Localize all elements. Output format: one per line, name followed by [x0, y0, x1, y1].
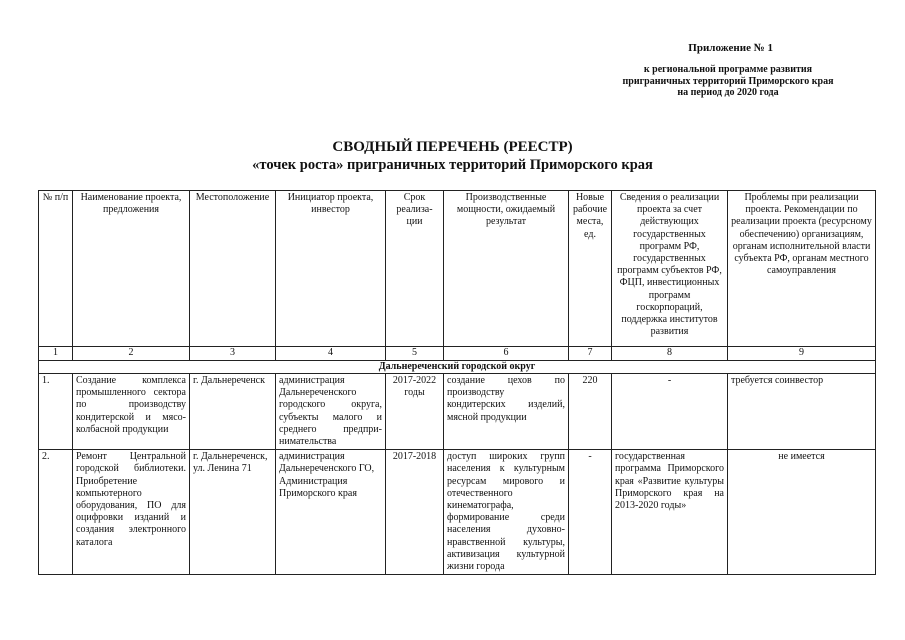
- project-term: 2017-2018: [386, 450, 444, 575]
- column-number: 2: [73, 347, 190, 361]
- column-number: 8: [612, 347, 728, 361]
- document-title: СВОДНЫЙ ПЕРЕЧЕНЬ (РЕЕСТР): [332, 139, 573, 155]
- project-term: 2017-2022 годы: [386, 374, 444, 450]
- project-jobs: -: [569, 450, 612, 575]
- section-row: [39, 361, 876, 374]
- header-cell: Инициатор проекта, инвестор: [276, 191, 386, 347]
- project-name: Ремонт Центральной городской библиотеки. Приобретение компьютерного оборудования, ПО для оцифровки изданий и создания электронного каталога: [73, 450, 190, 575]
- appendix-label: Приложение № 1: [688, 42, 773, 54]
- column-number: 7: [569, 347, 612, 361]
- header-cell: Новые рабочие места, ед.: [569, 191, 612, 347]
- column-number: 4: [276, 347, 386, 361]
- project-location: г. Дальнереченск: [190, 374, 276, 450]
- column-number: 1: [39, 347, 73, 361]
- project-capacity: создание цехов по производству кондитерских изделий, мясной продукции: [444, 374, 569, 450]
- project-problems: не имеется: [728, 450, 876, 575]
- header-cell: № п/п: [39, 191, 73, 347]
- header-cell: Производственные мощности, ожидаемый результат: [444, 191, 569, 347]
- appendix-line: на период до 2020 года: [677, 87, 779, 98]
- project-name: Создание комплекса промышленного сектора по производству кондитерской и мясо-колбасной продукции: [73, 374, 190, 450]
- table-row: [39, 374, 876, 450]
- project-capacity: доступ широких групп населения к культурным ресурсам мирового и отечественного кинематографа, формирование среди населения духовно-нравственной культуры, активизация культурной жизни города: [444, 450, 569, 575]
- section-heading: Дальнереченский городской округ: [39, 361, 876, 374]
- header-cell: Проблемы при реализации проекта. Рекомендации по реализации проекта (ресурсному обеспечению) организациям, органам исполнительной власти субъекта РФ, органам местного самоуправления: [728, 191, 876, 347]
- column-number: 3: [190, 347, 276, 361]
- header-cell: Местоположение: [190, 191, 276, 347]
- header-cell: Срок реализа-ции: [386, 191, 444, 347]
- column-number: 5: [386, 347, 444, 361]
- column-number: 9: [728, 347, 876, 361]
- header-cell: Сведения о реализации проекта за счет действующих государственных программ РФ, государственных программ субъектов РФ, ФЦП, инвестиционных программ госкорпораций, поддержка институтов развития: [612, 191, 728, 347]
- table-header-row: [39, 191, 876, 347]
- project-initiator: администрация Дальнереченского ГО, Администрация Приморского края: [276, 450, 386, 575]
- column-number: 6: [444, 347, 569, 361]
- project-programs: государственная программа Приморского края «Развитие культуры Приморского края на 2013-2020 годы»: [612, 450, 728, 575]
- project-problems: требуется соинвестор: [728, 374, 876, 450]
- registry-table: [38, 190, 876, 575]
- header-cell: Наименование проекта, предложения: [73, 191, 190, 347]
- table-row: [39, 450, 876, 575]
- row-number: 1.: [39, 374, 73, 450]
- column-number-row: [39, 347, 876, 361]
- project-programs: -: [612, 374, 728, 450]
- document-subtitle: «точек роста» приграничных территорий Приморского края: [252, 157, 653, 173]
- appendix-line: к региональной программе развития: [643, 64, 813, 75]
- project-location: г. Дальнереченск, ул. Ленина 71: [190, 450, 276, 575]
- project-jobs: 220: [569, 374, 612, 450]
- appendix-line: приграничных территорий Приморского края: [622, 75, 834, 87]
- appendix-subtitle: [608, 64, 848, 99]
- row-number: 2.: [39, 450, 73, 575]
- project-initiator: администрация Дальнереченского городского округа, субъекты малого и среднего предпри-нимательства: [276, 374, 386, 450]
